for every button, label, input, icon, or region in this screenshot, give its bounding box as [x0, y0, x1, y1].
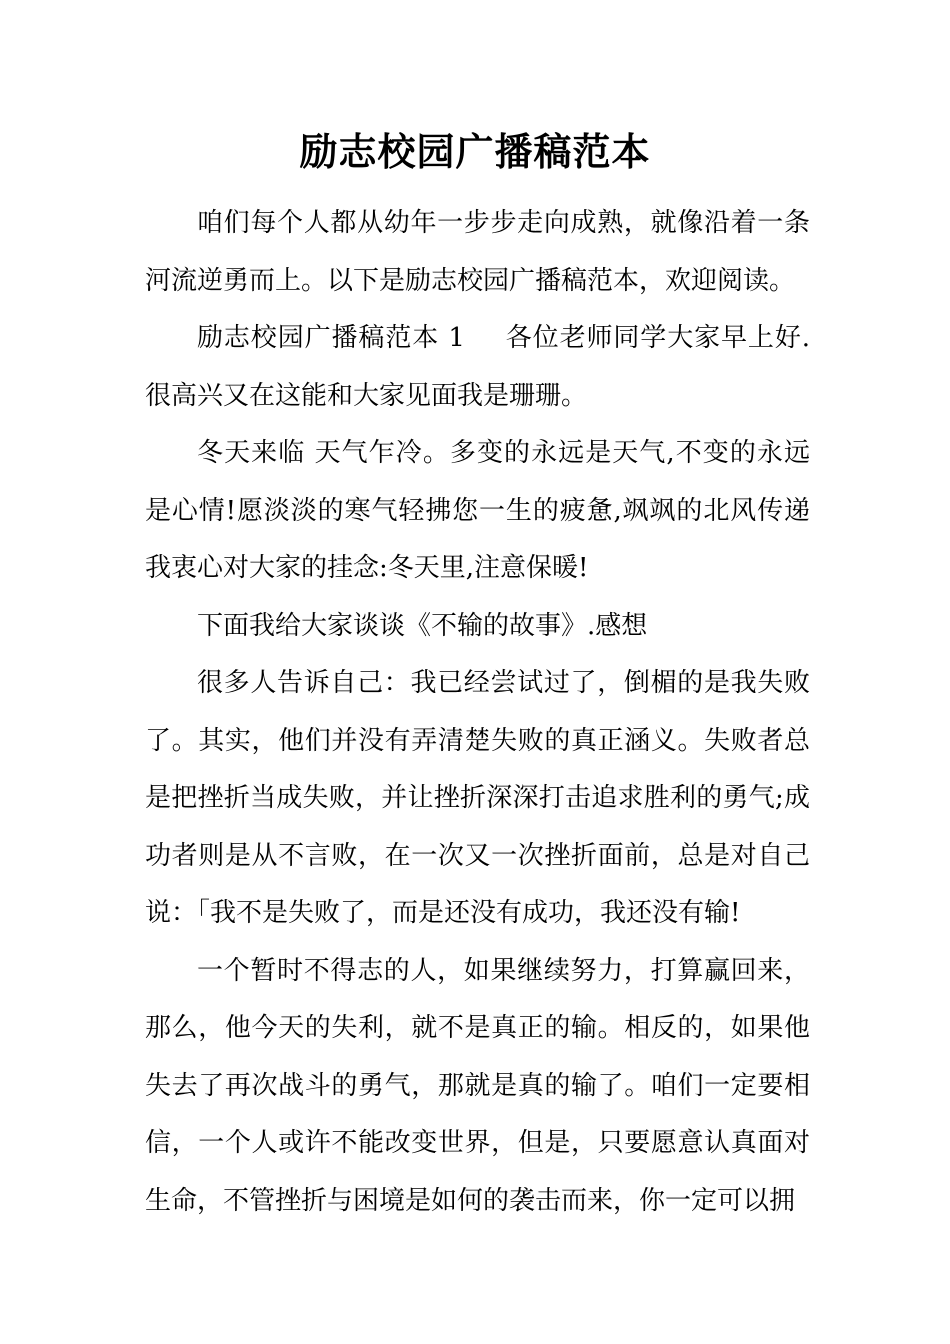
section-paragraph	[145, 310, 810, 425]
document-body	[145, 195, 810, 1230]
greeting-text: 各位老师同学大家早上好.很高兴又在这能和大家见面我是珊珊。	[145, 323, 811, 411]
intro-paragraph: 咱们每个人都从幼年一步步走向成熟，就像沿着一条河流逆勇而上。以下是励志校园广播稿范本，欢迎阅读。	[145, 208, 810, 296]
story-intro-paragraph: 下面我给大家谈谈《不输的故事》.感想	[197, 610, 648, 641]
courage-paragraph: 一个暂时不得志的人，如果继续努力，打算赢回来，那么，他今天的失利，就不是真正的输。相反的，如果他失去了再次战斗的勇气，那就是真的输了。咱们一定要相信，一个人或许不能改变世界，但是，只要愿意认真面对生命，不管挫折与困境是如何的袭击而来，你一定可以拥	[145, 955, 810, 1216]
document-title: 励志校园广播稿范本	[299, 129, 651, 174]
section-heading: 励志校园广播稿范本 1	[197, 323, 465, 353]
winter-paragraph: 冬天来临 天气乍冷。多变的永远是天气,不变的永远是心情!愿淡淡的寒气轻拂您一生的疲惫,飒飒的北风传递我衷心对大家的挂念:冬天里,注意保暖!	[145, 438, 810, 583]
failure-paragraph: 很多人告诉自己：我已经尝试过了，倒楣的是我失败了。其实，他们并没有弄清楚失败的真正涵义。失败者总是把挫折当成失败，并让挫折深深打击追求胜利的勇气;成功者则是从不言败，在一次又一次挫折面前，总是对自己说：「我不是失败了，而是还没有成功，我还没有输!	[145, 668, 810, 928]
